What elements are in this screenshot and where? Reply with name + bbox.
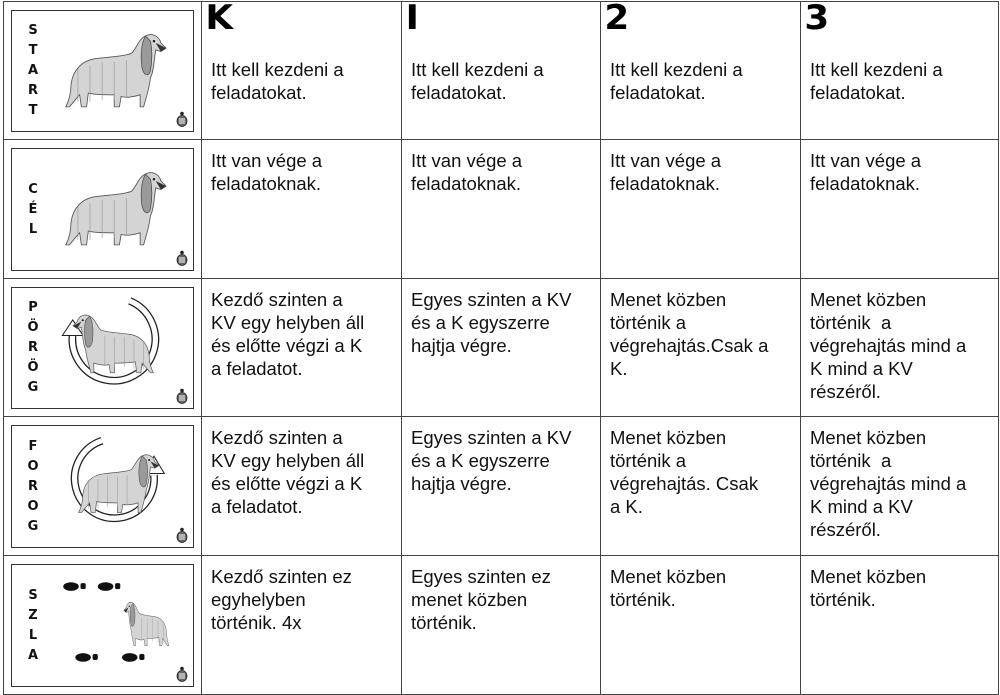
level-cell [202,140,402,279]
level-column-header: 3 [804,0,830,38]
spin-right-illustration [52,432,173,529]
level-cell [601,279,801,417]
cell-description: Egyes szinten a KV és a K egyszerre hajtja végre. [411,427,572,494]
level-cell [601,556,801,695]
card-label-letter: A [27,647,39,663]
card-label-letter: L [28,221,38,237]
card-label-letter: T [28,43,38,58]
level-cell [402,279,601,417]
card-label-letter: T [28,103,38,118]
level-cell [801,556,999,695]
level-column-header: 2 [604,0,630,38]
card-label-letter: Ö [27,320,39,335]
card-label-letter: A [27,63,39,78]
club-logo-icon [176,111,188,127]
level-column-header: I [405,0,419,38]
row-picture-cell [4,417,202,556]
cell-description: Itt kell kezdeni a feladatokat. [610,59,743,103]
level-cell [202,2,402,140]
card-label-letter: F [28,438,38,454]
cell-description: Menet közben történik a végrehajtás. Csak a K. [610,427,759,517]
footprint-icon [122,653,144,662]
level-cell [601,140,801,279]
cell-description: Menet közben történik a végrehajtás.Csak a K. [610,289,769,379]
cell-description: Kezdő szinten a KV egy helyben áll és előtte végzi a K a feladatot. [211,427,365,517]
level-cell [402,2,601,140]
cell-description: Egyes szinten ez menet közben történik. [411,566,551,633]
footprint-icon [98,582,120,591]
row-picture-cell [4,140,202,279]
table-row [4,140,999,279]
level-cell [202,556,402,695]
card-label-letter: P [28,300,38,315]
spin-left-illustration [52,294,173,391]
row-picture-cell [4,279,202,417]
row-picture-cell [4,556,202,695]
footprints-illustration [52,571,173,668]
exercise-card [11,10,194,132]
cell-description: Kezdő szinten a KV egy helyben áll és előtte végzi a K a feladatot. [211,289,365,379]
card-label-letter: Ö [27,360,39,375]
card-vertical-label [24,298,42,398]
club-logo-icon [176,527,188,543]
dog-illustration [52,155,173,252]
table-row [4,2,999,140]
level-cell [402,417,601,556]
table-row [4,279,999,417]
card-label-letter: O [27,458,39,474]
cell-description: Menet közben történik. [610,566,727,610]
cell-description: Itt kell kezdeni a feladatokat. [211,59,344,103]
dog-illustration [52,17,173,114]
card-vertical-label [24,586,42,666]
cell-description: Itt van vége a feladatoknak. [610,150,722,194]
level-cell [601,417,801,556]
card-vertical-label [24,180,42,240]
card-label-letter: É [28,201,38,217]
level-cell [801,417,999,556]
card-label-letter: S [28,23,38,38]
cell-description: Egyes szinten a KV és a K egyszerre hajtja végre. [411,289,572,356]
level-cell [202,417,402,556]
card-label-letter: S [28,587,38,603]
club-logo-icon [176,666,188,682]
card-label-letter: G [27,518,39,534]
level-cell [801,279,999,417]
cell-description: Itt van vége a feladatoknak. [211,150,323,194]
table-row [4,556,999,695]
cell-description: Itt van vége a feladatoknak. [810,150,922,194]
card-label-letter: C [28,181,38,197]
card-label-letter: R [27,340,38,355]
cell-description: Itt kell kezdeni a feladatokat. [810,59,943,103]
cell-description: Kezdő szinten ez egyhelyben történik. 4x [211,566,352,633]
cell-description: Itt kell kezdeni a feladatokat. [411,59,544,103]
card-vertical-label [24,21,42,121]
card-vertical-label [24,437,42,537]
level-cell [402,556,601,695]
card-label-letter: R [27,83,38,98]
card-label-letter: R [27,478,38,494]
level-column-header: K [205,0,234,38]
cell-description: Itt van vége a feladatoknak. [411,150,523,194]
card-label-letter: Z [28,607,38,623]
exercise-card [11,425,194,548]
exercise-card [11,564,194,687]
level-cell [402,140,601,279]
footprint-icon [63,582,85,591]
level-cell [601,2,801,140]
footprint-icon [75,653,97,662]
cell-description: Menet közben történik a végrehajtás mind a K mind a KV részéről. [810,427,967,540]
card-label-letter: G [27,380,39,395]
card-label-letter: O [27,498,39,514]
level-cell [801,2,999,140]
exercise-card [11,287,194,409]
exercise-card [11,148,194,271]
exercise-table [3,1,999,695]
cell-description: Menet közben történik a végrehajtás mind a K mind a KV részéről. [810,289,967,402]
table-row [4,417,999,556]
level-cell [202,279,402,417]
club-logo-icon [176,388,188,404]
cell-description: Menet közben történik. [810,566,927,610]
club-logo-icon [176,250,188,266]
card-label-letter: L [28,627,38,643]
level-cell [801,140,999,279]
row-picture-cell [4,2,202,140]
